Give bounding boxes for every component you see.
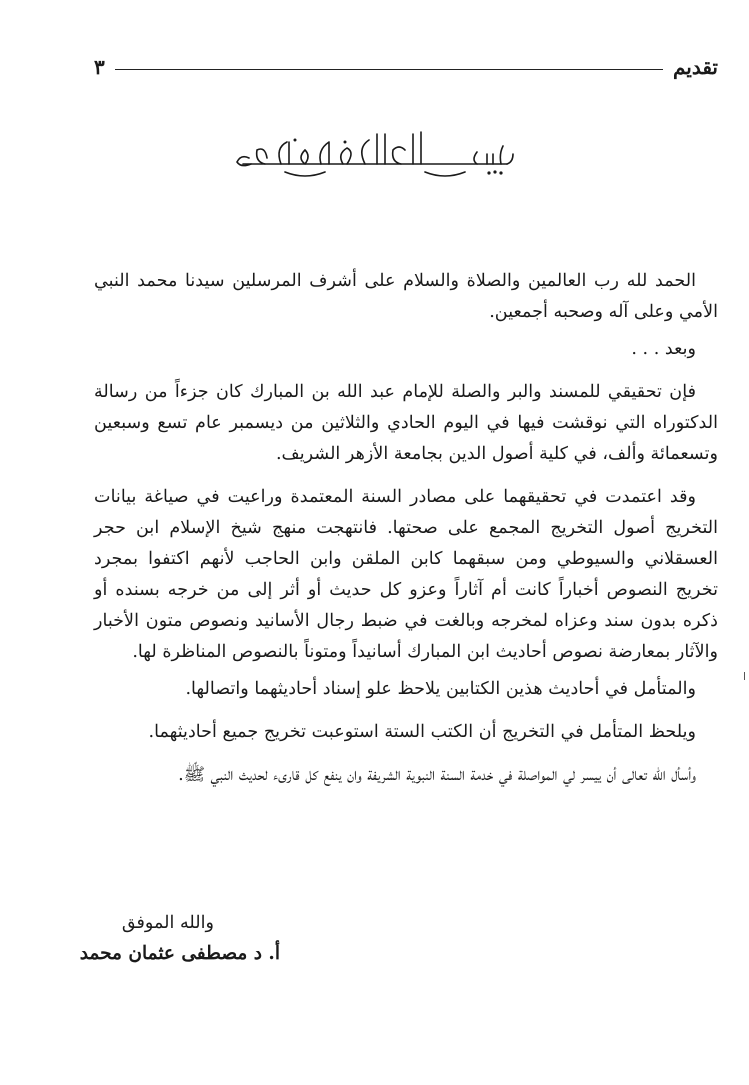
paragraph-isnad: والمتأمل في أحاديث هذين الكتابين يلاحظ علو إسناد أحاديثهما واتصالها. — [185, 679, 696, 699]
page-number: ٣ — [94, 55, 105, 79]
paragraph-method: وقد اعتمدت في تحقيقهما على مصادر السنة المعتمدة وراعيت في صياغة بيانات التخريج أصول التخريج المجمع على صحتها. فانتهجت منهج شيخ الإسلام ابن حجر العسقلاني والسيوطي ومن سبقهما كابن الملقن وابن الحاجب لأنهم اكتفوا بمجرد تخريج النصوص أخباراً كانت أم آثاراً وعزو كل حديث أو أثر إلى من خرجه بسنده أو ذكره بدون سند وعزاه لمخرجه وبالغت في ضبط رجال الأسانيد ونصوص متون الأخبار والآثار بمعارضة نصوص أحاديث ابن المبارك أسانيداً ومتوناً بالنصوص المناظرة لها. — [94, 487, 718, 662]
paragraph-wabaad: وبعد . . . — [631, 339, 696, 359]
header-rule — [115, 69, 663, 70]
page-edge-mark — [744, 672, 745, 680]
signoff: والله الموفق — [121, 913, 214, 933]
paragraph-thesis: فإن تحقيقي للمسند والبر والصلة للإمام عبد الله بن المبارك كان جزءاً من رسالة الدكتوراه التي نوقشت فيها في اليوم الحادي والثلاثين من ديسمبر عام تسع وسبعين وتسعمائة وألف، في كلية أصول الدين بجامعة الأزهر الشريف. — [94, 382, 718, 464]
basmala-calligraphy — [225, 120, 525, 184]
header-title: تقديم — [672, 55, 718, 79]
document-body — [94, 266, 718, 791]
paragraph-dua: وأسأل الله تعالى أن ييسر لي المواصلة في خدمة السنة النبوية الشريفة وان ينفع كل قارىء لحديث النبي ﷺ. — [178, 765, 696, 785]
page-header — [94, 54, 718, 80]
paragraph-takhrij: ويلحظ المتأمل في التخريج أن الكتب الستة استوعبت تخريج جميع أحاديثهما. — [148, 722, 696, 742]
basmala-calligraphy-graphic — [225, 120, 525, 184]
paragraph-praise: الحمد لله رب العالمين والصلاة والسلام على أشرف المرسلين سيدنا محمد النبي الأمي وعلى آله وصحبه أجمعين. — [94, 271, 718, 322]
author-name: أ. د مصطفى عثمان محمد — [79, 943, 280, 964]
